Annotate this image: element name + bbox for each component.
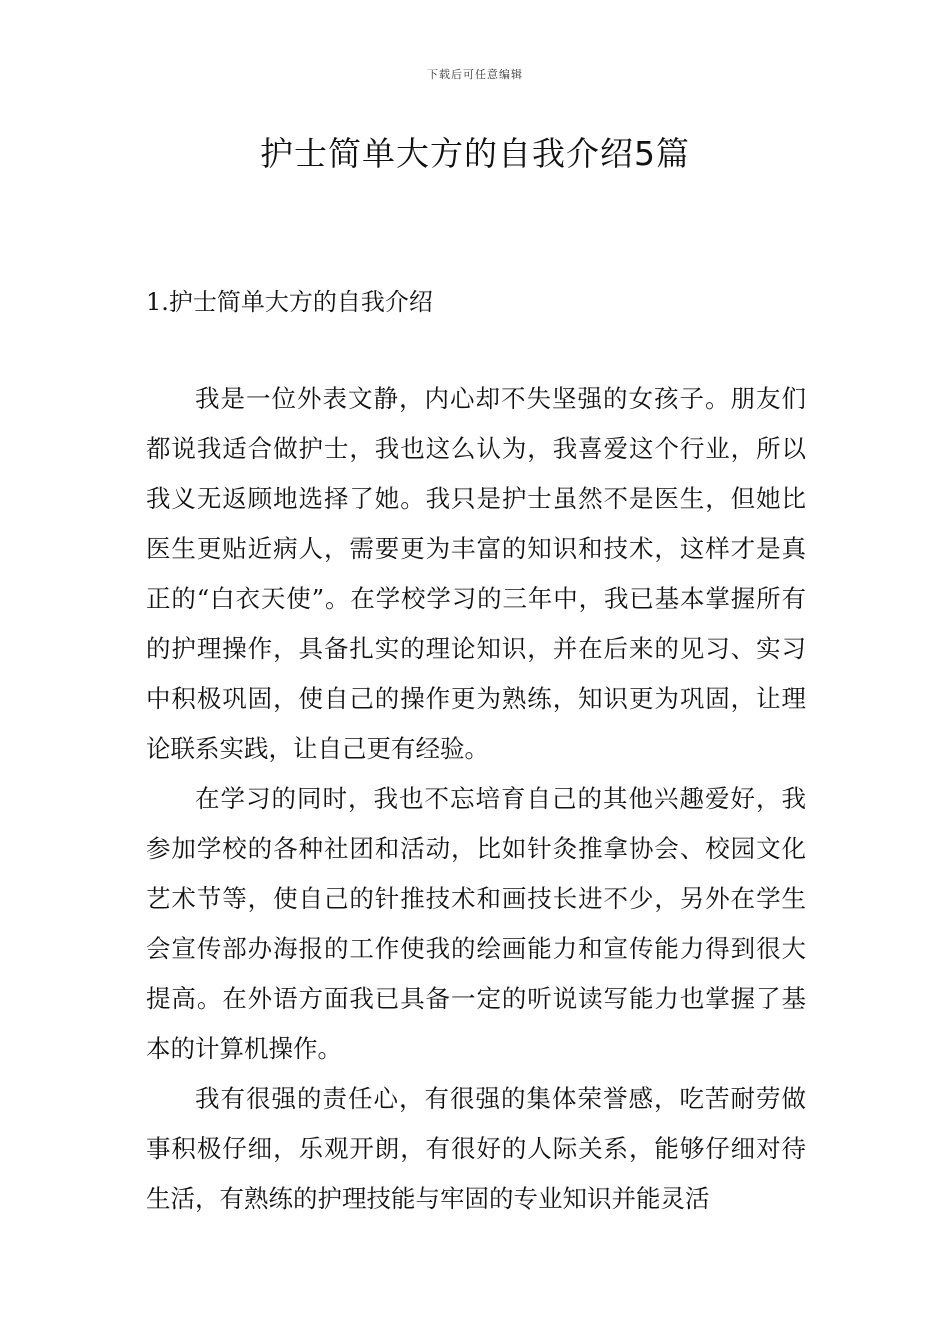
paragraph: 我有很强的责任心，有很强的集体荣誉感，吃苦耐劳做事积极仔细，乐观开朗，有很好的人际关系，能够仔细对待生活，有熟练的护理技能与牢固的专业知识并能灵活 [146,1084,806,1213]
header-note: 下载后可任意编辑 [427,68,523,81]
paragraph: 在学习的同时，我也不忘培育自己的其他兴趣爱好，我参加学校的各种社团和活动，比如针灸推拿协会、校园文化艺术节等，使自己的针推技术和画技长进不少，另外在学生会宣传部办海报的工作使我的绘画能力和宣传能力得到很大提高。在外语方面我已具备一定的听说读写能力也掌握了基本的计算机操作。 [146,784,806,1063]
section-body [146,374,806,1224]
document-title: 护士简单大方的自我介绍5篇 [260,134,690,173]
paragraph: 我是一位外表文静，内心却不失坚强的女孩子。朋友们都说我适合做护士，我也这么认为，我喜爱这个行业，所以我义无返顾地选择了她。我只是护士虽然不是医生，但她比医生更贴近病人，需要更为丰富的知识和技术，这样才是真正的“白衣天使”。在学校学习的三年中，我已基本掌握所有的护理操作，具备扎实的理论知识，并在后来的见习、实习中积极巩固，使自己的操作更为熟练，知识更为巩固，让理论联系实践，让自己更有经验。 [146,384,806,763]
section-heading: 1.护士简单大方的自我介绍 [146,288,433,316]
